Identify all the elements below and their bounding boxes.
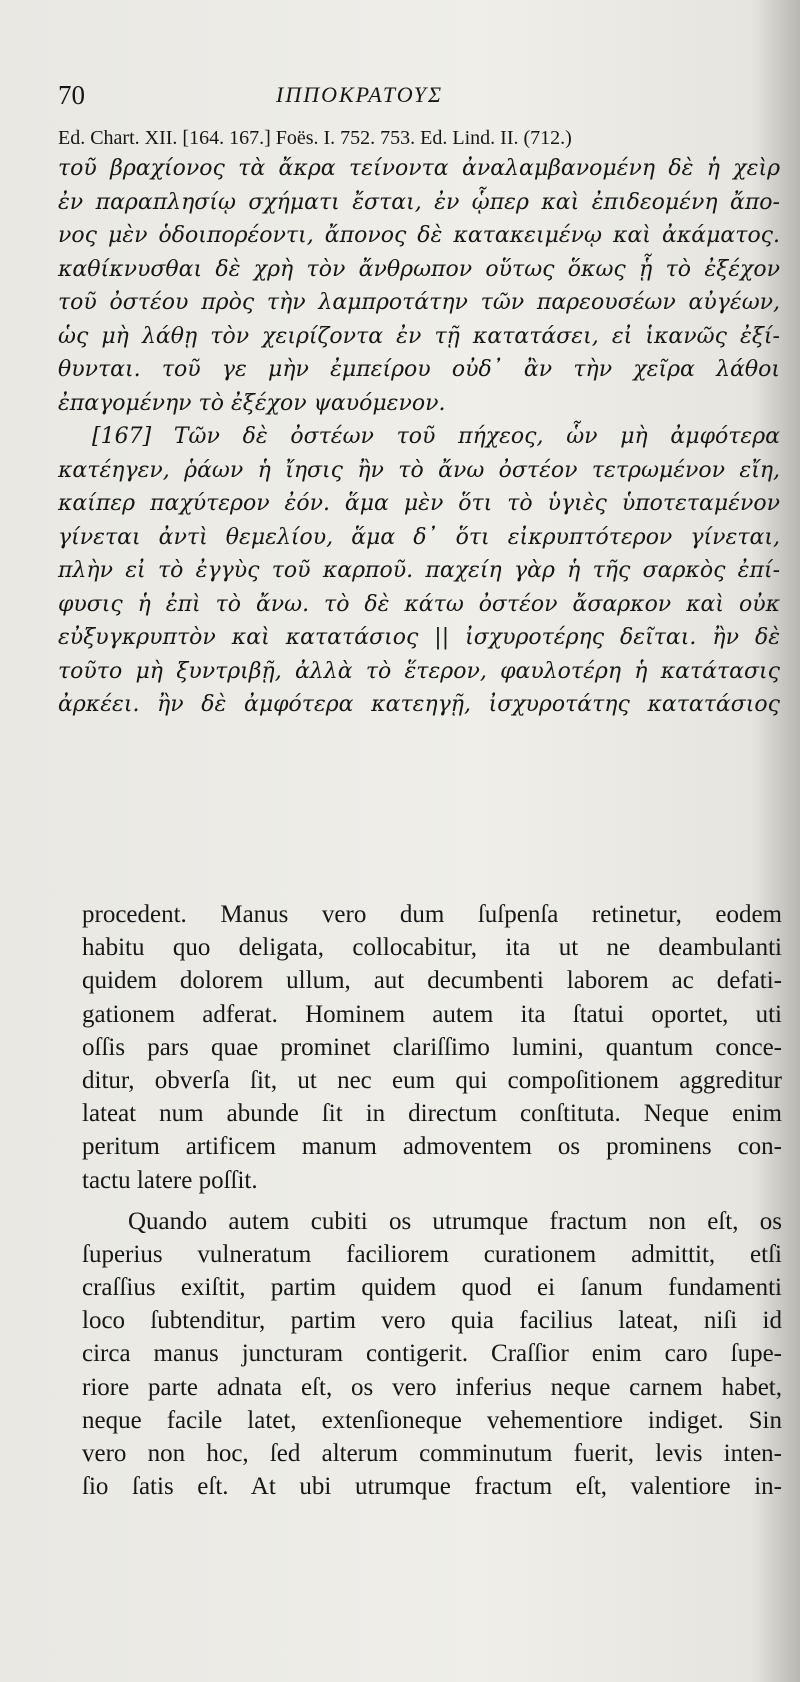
- latin-line: ſuperius vulneratum faciliorem curationem admittit, etſi: [82, 1240, 782, 1268]
- latin-line: quidem dolorem ullum, aut decumbenti laborem ac defati-: [82, 967, 782, 995]
- latin-line: loco ſubtenditur, partim vero quia facilius lateat, niſi id: [82, 1307, 782, 1335]
- edition-reference-line: Ed. Chart. XII. [164. 167.] Foës. I. 752. 753. Ed. Lind. II. (712.): [58, 127, 572, 149]
- latin-line: Quando autem cubiti os utrumque fractum non eſt, os: [128, 1207, 782, 1235]
- greek-line: ἐν παραπλησίῳ σχήματι ἔσται, ἐν ᾧπερ καὶ ἐπιδεομένη ἄπο-: [58, 189, 780, 215]
- greek-line: κατέηγεν, ῥάων ἡ ἴησις ἢν τὸ ἄνω ὀστέον τετρωμένον εἴη,: [58, 457, 780, 483]
- greek-line: γίνεται ἀντὶ θεμελίου, ἅμα δ᾽ ὅτι εἰκρυπτότερον γίνεται,: [58, 524, 780, 550]
- greek-line: τοῦ βραχίονος τὰ ἄκρα τείνοντα ἀναλαμβανομένη δὲ ἡ χεὶρ: [58, 156, 780, 181]
- greek-line: νος μὲν ὁδοιπορέοντι, ἄπονος δὲ κατακειμένῳ καὶ ἀκάματος.: [58, 223, 780, 248]
- greek-line: πλὴν εἰ τὸ ἐγγὺς τοῦ καρποῦ. παχείη γὰρ ἡ τῆς σαρκὸς ἐπί-: [58, 558, 780, 583]
- greek-line: ἐπαγομένην τὸ ἐξέχον ψαυόμενον.: [58, 390, 446, 416]
- greek-line: εὐξυγκρυπτὸν καὶ κατατάσιος || ἰσχυροτέρης δεῖται. ἢν δὲ: [58, 625, 780, 650]
- latin-text-block: [82, 898, 782, 1503]
- latin-line: procedent. Manus vero dum ſuſpenſa retinetur, eodem: [82, 901, 782, 928]
- latin-line: peritum artificem manum admoventem os prominens con-: [82, 1133, 782, 1161]
- latin-line: habitu quo deligata, collocabitur, ita ut ne deambulanti: [82, 934, 782, 962]
- page-number: 70: [58, 80, 85, 110]
- latin-line: craſſius exiſtit, partim quidem quod ei ſanum fundamenti: [82, 1274, 782, 1302]
- page-header: [58, 80, 758, 124]
- greek-line: καίπερ παχύτερον ἐόν. ἅμα μὲν ὅτι τὸ ὑγιὲς ὑποτεταμένον: [58, 491, 780, 516]
- latin-line: vero non hoc, ſed alterum comminutum fuerit, levis inten-: [82, 1440, 782, 1467]
- latin-line: ſio ſatis eſt. At ubi utrumque fractum eſt, valentiore in-: [82, 1473, 782, 1501]
- greek-text-block: [58, 152, 780, 722]
- greek-line: θυνται. τοῦ γε μὴν ἐμπείρου οὐδ᾽ ἂν τὴν χεῖρα λάθοι: [58, 357, 780, 382]
- paragraph-gap: [82, 1197, 782, 1205]
- greek-line: φυσις ἡ ἐπὶ τὸ ἄνω. τὸ δὲ κάτω ὀστέον ἄσαρκον καὶ οὐκ: [58, 591, 780, 617]
- latin-line: lateat num abunde ſit in directum conſtituta. Neque enim: [82, 1100, 782, 1128]
- greek-line: ἀρκέει. ἢν δὲ ἀμφότερα κατεηγῇ, ἰσχυροτάτης κατατάσιος: [58, 692, 780, 717]
- greek-line: τοῦ ὀστέου πρὸς τὴν λαμπροτάτην τῶν παρεουσέων αὐγέων,: [58, 290, 780, 315]
- latin-line: gationem adferat. Hominem autem ita ſtatui oportet, uti: [82, 1000, 782, 1028]
- greek-line: καθίκνυσθαι δὲ χρὴ τὸν ἄνθρωπον οὕτως ὅκως ᾗ τὸ ἐξέχον: [58, 256, 780, 282]
- latin-line: oſſis pars quae prominet clariſſimo lumini, quantum conce-: [82, 1033, 782, 1061]
- greek-line: [167] Τῶν δὲ ὀστέων τοῦ πήχεος, ὧν μὴ ἀμφότερα: [92, 424, 780, 449]
- latin-line: circa manus juncturam contigerit. Craſſior enim caro ſupe-: [82, 1340, 782, 1368]
- greek-line: τοῦτο μὴ ξυντριβῇ, ἀλλὰ τὸ ἕτερον, φαυλοτέρη ἡ κατάτασις: [58, 658, 780, 684]
- latin-line: riore parte adnata eſt, os vero inferius neque carnem habet,: [82, 1373, 782, 1401]
- latin-line: tactu latere poſſit.: [82, 1166, 258, 1194]
- running-head: ΙΠΠΟΚΡΑΤΟΥΣ: [276, 82, 444, 107]
- greek-line: ὡς μὴ λάθῃ τὸν χειρίζοντα ἐν τῇ κατατάσει, εἰ ἱκανῶς ἐξί-: [58, 323, 780, 349]
- latin-line: ditur, obverſa ſit, ut nec eum qui compoſitionem aggreditur: [82, 1066, 782, 1094]
- latin-line: neque facile latet, extenſioneque vehementiore indiget. Sin: [82, 1406, 782, 1434]
